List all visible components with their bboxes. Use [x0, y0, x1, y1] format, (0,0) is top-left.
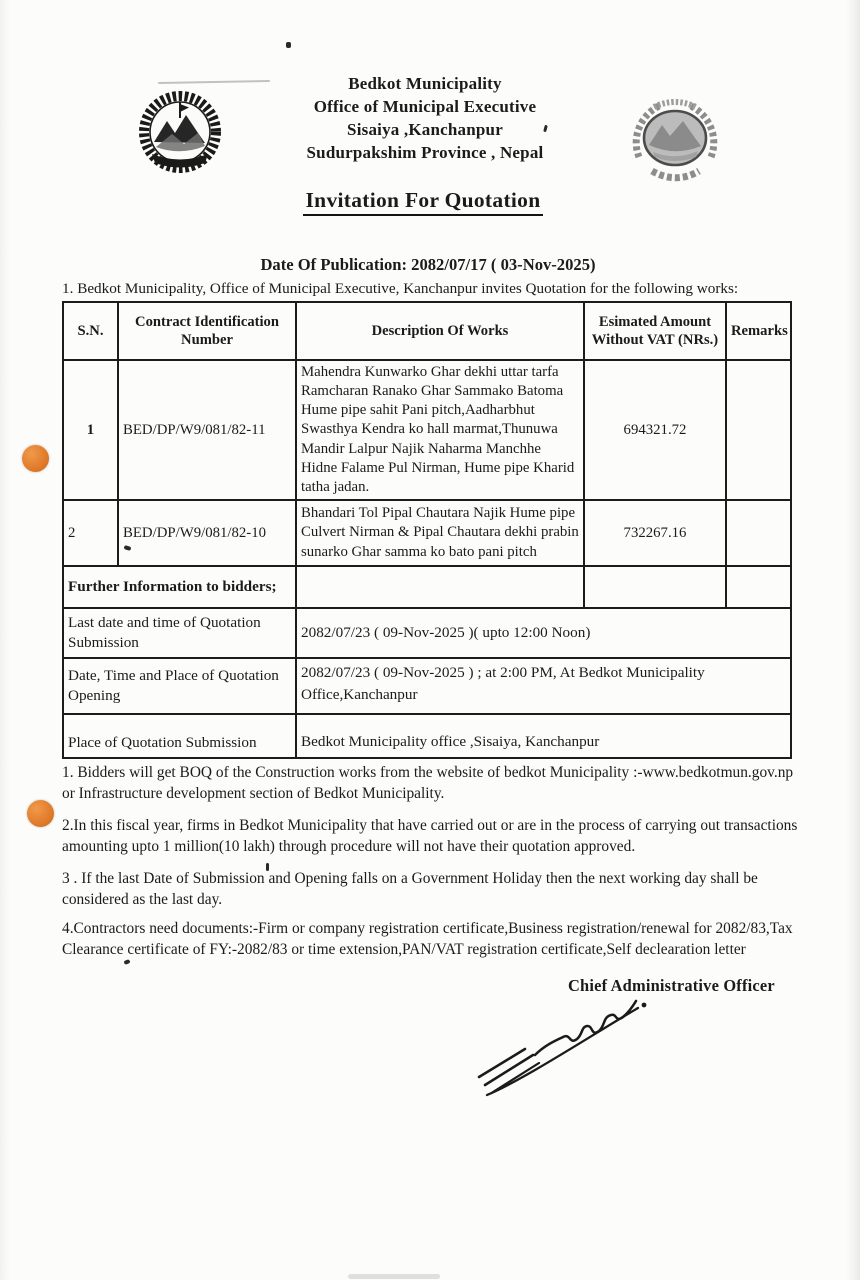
- letterhead: [0, 72, 850, 164]
- remarks-cell: [726, 360, 791, 500]
- scan-smudge: [348, 1274, 440, 1279]
- note-2: 2.In this fiscal year, firms in Bedkot Municipality that have carried out or are in the process of carrying out transactions amounting upto 1 million(10 lakh) through procedure will not have their quotation approved.: [62, 817, 798, 856]
- note-1: 1. Bidders will get BOQ of the Construction works from the website of bedkot Municipality :-www.bedkotmun.gov.np or Infrastructure development section of Bedkot Municipality.: [62, 764, 794, 803]
- contract-id-cell: BED/DP/W9/081/82-10: [118, 500, 296, 566]
- binder-dot: [22, 445, 49, 472]
- amount-cell: 732267.16: [584, 500, 726, 566]
- header-remarks: Remarks: [726, 302, 791, 360]
- info-label: Last date and time of Quotation Submission: [63, 608, 296, 658]
- submission-deadline-row: [63, 608, 791, 658]
- info-value: Bedkot Municipality office ,Sisaiya, Kanchanpur: [296, 714, 791, 758]
- sn-cell: 2: [63, 500, 118, 566]
- publication-date-line: Date Of Publication: 2082/07/17 ( 03-Nov-2025): [260, 255, 596, 274]
- empty-cell: [726, 566, 791, 608]
- scan-speck: [286, 42, 291, 48]
- signatory-title: Chief Administrative Officer: [568, 976, 775, 995]
- sn-cell: 1: [63, 360, 118, 500]
- table-header-row: [63, 302, 791, 360]
- description-cell: Mahendra Kunwarko Ghar dekhi uttar tarfa Ramcharan Ranako Ghar Sammako Batoma Hume pipe sahit Pani pitch,Aadharbhut Swasthya Kendra ko hall marmat,Thunuwa Mandir Lalpur Najik Naharma Manchhe Hidne Falame Pul Nirman, Hume pipe Kharid tatha jadan.: [296, 360, 584, 500]
- intro-line: 1. Bedkot Municipality, Office of Municipal Executive, Kanchanpur invites Quotation for the following works:: [62, 280, 739, 297]
- info-value: 2082/07/23 ( 09-Nov-2025 )( upto 12:00 Noon): [296, 608, 791, 658]
- empty-cell: [584, 566, 726, 608]
- org-address: Sisaiya ,Kanchanpur: [347, 120, 503, 139]
- signature-icon: [473, 993, 653, 1098]
- remarks-cell: [726, 500, 791, 566]
- further-info-row: [63, 566, 791, 608]
- description-cell: Bhandari Tol Pipal Chautara Najik Hume pipe Culvert Nirman & Pipal Chautara dekhi prabin sunarko Ghar samma ko bato pani pitch: [296, 500, 584, 566]
- further-info-label: Further Information to bidders;: [63, 566, 296, 608]
- work-row-1: [63, 360, 791, 500]
- works-table: [62, 301, 792, 759]
- opening-row: [63, 658, 791, 714]
- info-label: Date, Time and Place of Quotation Opening: [63, 658, 296, 714]
- empty-cell: [296, 566, 584, 608]
- submission-place-row: [63, 714, 791, 758]
- org-province: Sudurpakshim Province , Nepal: [306, 143, 544, 162]
- amount-cell: 694321.72: [584, 360, 726, 500]
- header-sn: S.N.: [63, 302, 118, 360]
- binder-dot: [27, 800, 54, 827]
- document-title: Invitation For Quotation: [0, 188, 846, 213]
- header-contract-id: Contract Identification Number: [118, 302, 296, 360]
- org-office: Office of Municipal Executive: [313, 97, 537, 116]
- header-amount: Esimated Amount Without VAT (NRs.): [584, 302, 726, 360]
- note-3: 3 . If the last Date of Submission and Opening falls on a Government Holiday then the next working day shall be considered as the last day.: [62, 870, 758, 909]
- work-row-2: [63, 500, 791, 566]
- contract-id-cell: BED/DP/W9/081/82-11: [118, 360, 296, 500]
- info-value: 2082/07/23 ( 09-Nov-2025 ) ; at 2:00 PM, At Bedkot Municipality Office,Kanchanpur: [296, 658, 791, 714]
- info-label: Place of Quotation Submission: [63, 714, 296, 758]
- org-name: Bedkot Municipality: [348, 74, 502, 93]
- note-4: 4.Contractors need documents:-Firm or company registration certificate,Business registration/renewal for 2082/83,Tax Clearance certificate of FY:-2082/83 or time extension,PAN/VAT registration certificate,Self declearation letter: [62, 920, 793, 959]
- header-description: Description Of Works: [296, 302, 584, 360]
